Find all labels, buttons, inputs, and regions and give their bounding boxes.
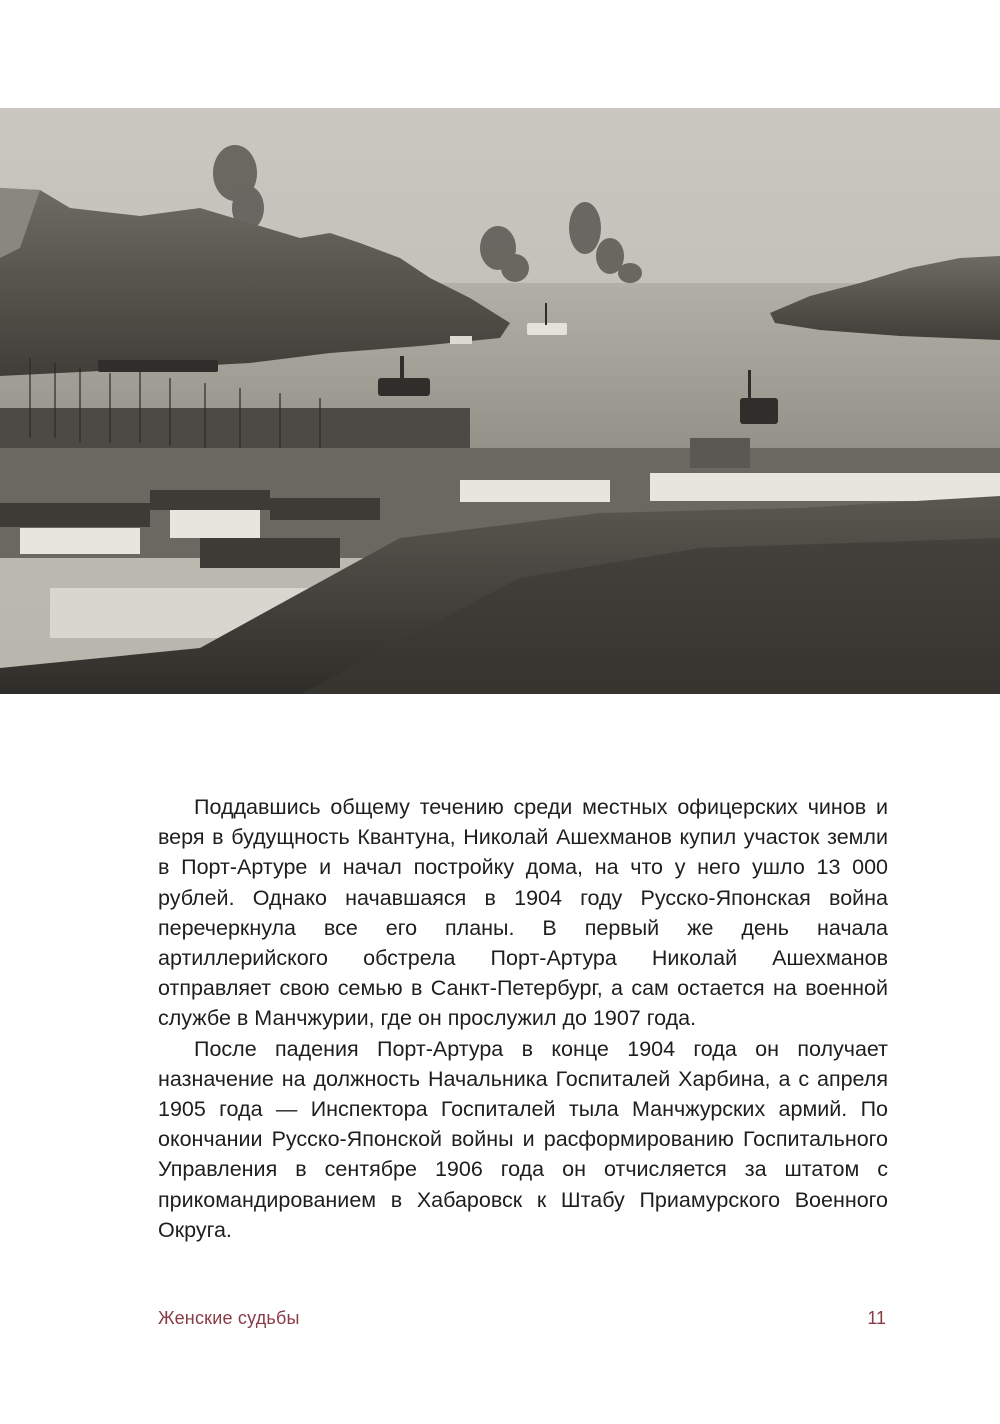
harbor-photo xyxy=(0,108,1000,694)
running-footer-title: Женские судьбы xyxy=(158,1308,300,1328)
page-number: 11 xyxy=(867,1308,886,1328)
paragraph-1: Поддавшись общему течению среди местных офицерских чинов и веря в будущность Квантуна, Николай Ашехманов купил участок земли в Порт-Артуре и начал постройку дома, на что у него ушло 13 000 рублей. Однако начавшаяся в 1904 году Русско-Японская война перечеркнула все его планы. В первый же день начала артиллерийского обстрела Порт-Артура Николай Ашехманов отправляет свою семью в Санкт-Петербург, а сам остается на военной службе в Манчжурии, где он прослужил до 1907 года. xyxy=(158,795,888,1031)
harbor-photo-illustration xyxy=(0,108,1000,694)
paragraph-2: После падения Порт-Артура в конце 1904 года он получает назначение на должность Начальника Госпиталей Харбина, а с апреля 1905 года — Инспектора Госпиталей тыла Манчжурских армий. По окончании Русско-Японской войны и расформированию Госпитального Управления в сентябре 1906 года он отчисляется за штатом с прикомандированием в Хабаровск к Штабу Приамурского Военного Округа. xyxy=(158,1036,888,1242)
article-body xyxy=(158,792,888,1245)
